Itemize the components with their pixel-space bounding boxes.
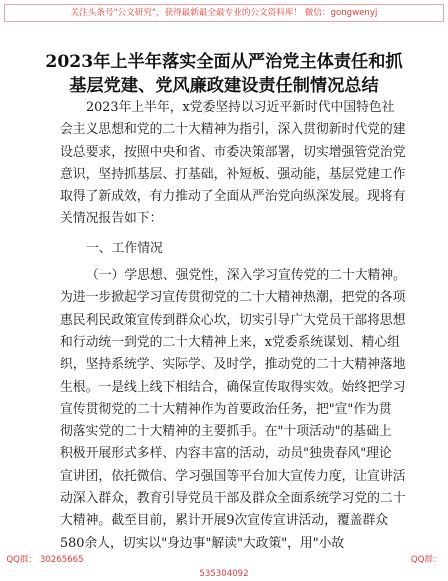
paragraph-line: 宣讲团，依托微信、学习强国等平台加大宣传力度，让宣讲活 bbox=[60, 468, 406, 484]
paragraph-line: 设总要求，按照中央和省、市委决策部署，切实增强管党治党 bbox=[60, 144, 406, 160]
qq-group-1: QQ群： 30265665 bbox=[6, 555, 84, 565]
paragraph-line: 取得了新成效，有力推动了全面从严治党向纵深发展。现将有 bbox=[60, 189, 406, 205]
paragraph-line: 积极开展形式多样、内容丰富的活动，动员"独贵春风"理论 bbox=[60, 446, 392, 462]
document-body bbox=[60, 97, 406, 555]
paragraph-line: 彻落实党的二十大精神的主要抓手。在"十项活动"的基础上 bbox=[60, 424, 392, 440]
paragraph-line: （一）学思想、强党性，深入学习宣传党的二十大精神。 bbox=[86, 268, 406, 284]
subsection-paragraph bbox=[60, 265, 406, 555]
paragraph-line: 织，坚持系统学、实际学、及时学，推动党的二十大精神落地 bbox=[60, 357, 406, 373]
paragraph-line: 580余人，切实以"身边事"解读"大政策"，用"小故 bbox=[60, 535, 345, 551]
paragraph-line: 大精神。截至目前，累计开展9次宣传宣讲活动，覆盖群众 bbox=[60, 513, 389, 529]
paragraph-line: 为进一步掀起学习宣传贯彻党的二十大精神热潮，把党的各项 bbox=[60, 290, 406, 306]
paragraph-line: 2023年上半年，x党委坚持以习近平新时代中国特色社 bbox=[86, 100, 395, 115]
section-heading bbox=[60, 238, 396, 260]
intro-paragraph bbox=[60, 97, 406, 231]
qq-group-2: QQ群：535304092 bbox=[199, 555, 442, 579]
paragraph-line: 和行动统一到党的二十大精神上来，x党委系统谋划、精心组 bbox=[60, 334, 400, 350]
paragraph-line: 生根。一是线上线下相结合，确保宣传取得实效。始终把学习 bbox=[60, 379, 406, 395]
footer-qq-bar bbox=[0, 553, 448, 579]
paragraph-line: 会主义思想和党的二十大精神为指引，深入贯彻新时代党的建 bbox=[60, 122, 406, 138]
paragraph-line: 关情况报告如下： bbox=[60, 211, 163, 227]
paragraph-line: 宣传贯彻党的二十大精神作为首要政治任务，把"宣"作为贯 bbox=[60, 401, 392, 417]
title-line: 基层党建、党风廉政建设责任制情况总结 bbox=[69, 76, 379, 96]
title-line: 2023年上半年落实全面从严治党主体责任和抓 bbox=[45, 52, 403, 72]
promo-banner: 关注头条号"公文研究"，获得最新最全最专业的公文资料库！ 微信：gongwenyj bbox=[4, 4, 444, 22]
paragraph-line: 惠民利民政策宣传到群众心坎，切实引导广大党员干部将思想 bbox=[60, 312, 406, 328]
document-title bbox=[20, 50, 428, 98]
paragraph-line: 动深入群众，教育引导党员干部及群众全面系统学习党的二十 bbox=[60, 491, 406, 507]
paragraph-line: 意识，坚持抓基层、打基础，补短板、强动能，基层党建工作 bbox=[60, 166, 406, 182]
section-heading-text: 一、工作情况 bbox=[86, 240, 163, 256]
